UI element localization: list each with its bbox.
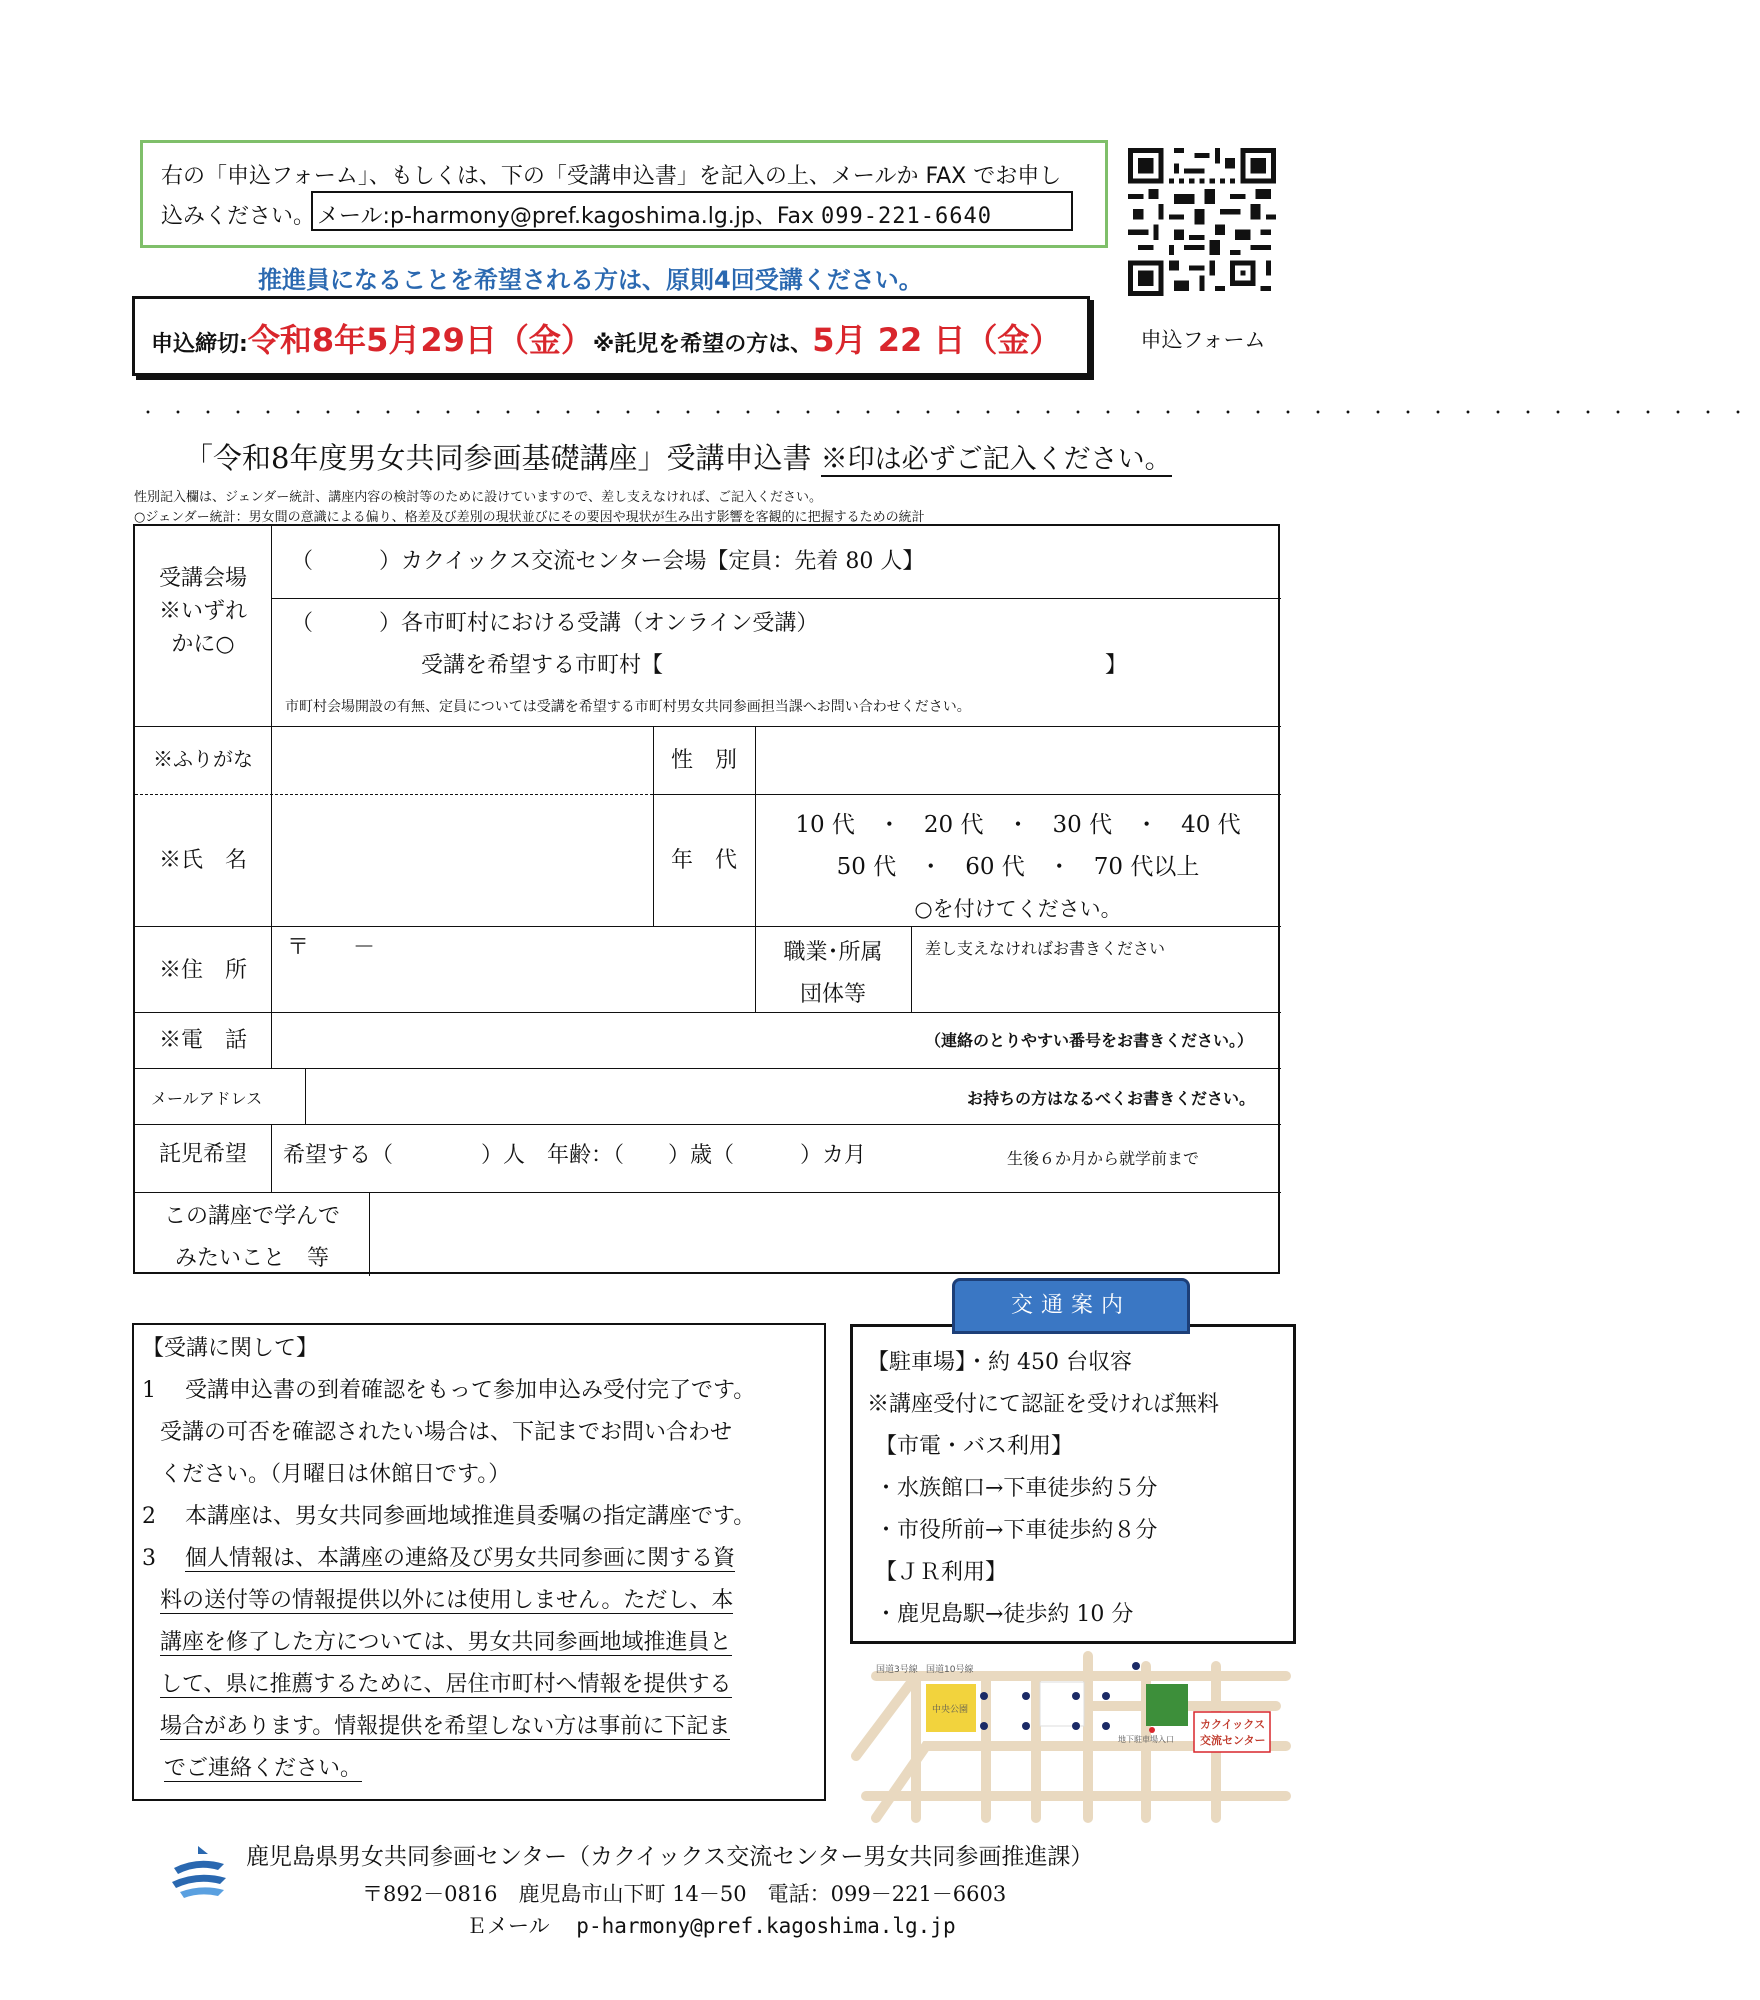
access-tram-title: 【市電・バス利用】 <box>875 1434 1074 1459</box>
job-label-2: 団体等 <box>799 982 866 1007</box>
furigana-field[interactable] <box>271 726 651 794</box>
job-note[interactable]: 差し支えなければお書きください <box>925 939 1166 958</box>
map-route-3: 国道3号線 <box>876 1665 918 1675</box>
access-map[interactable] <box>856 1646 1288 1818</box>
footer-email[interactable]: p-harmony@pref.kagoshima.lg.jp <box>576 1914 956 1938</box>
access-jr-1: ・鹿児島駅→徒歩約 10 分 <box>875 1602 1134 1627</box>
fax-number: 099-221-6640 <box>821 204 992 229</box>
course-item-1c: ください。（月曜日は休館日です。） <box>160 1462 511 1487</box>
course-item-3f: でご連絡ください。 <box>164 1756 363 1781</box>
access-tram-1: ・水族館口→下車徒歩約５分 <box>875 1476 1158 1501</box>
instruction-line-1: 右の「申込フォーム」、もしくは、下の「受講申込書」を記入の上、メールか FAX でお申し <box>161 164 1062 189</box>
childcare-field[interactable]: 希望する（ ）人 年齢：（ ）歳（ ）カ月 <box>283 1143 867 1168</box>
map-route-10: 国道10号線 <box>926 1665 974 1675</box>
deadline-label: 申込締切: <box>151 332 248 357</box>
childcare-label: 託児希望 <box>158 1142 247 1167</box>
access-parking: 【駐車場】・約 450 台収容 <box>867 1350 1132 1375</box>
course-item-3e: 場合があります。情報提供を希望しない方は事前に下記ま <box>160 1714 731 1739</box>
contact-box <box>311 191 1073 231</box>
childcare-deadline-date: 5月 22 日（金） <box>812 321 1062 359</box>
instruction-line-2: 込みください。 <box>161 204 316 229</box>
prefecture-logo-icon <box>168 1842 230 1898</box>
gender-label: 性 別 <box>670 748 737 773</box>
course-item-3d: して、県に推薦するために、居住市町村へ情報を提供する <box>160 1672 732 1697</box>
childcare-deadline-text: ※託児を希望の方は、 <box>592 332 813 357</box>
gender-field[interactable] <box>757 726 1279 794</box>
age-options-2[interactable]: 50 代 ・ 60 代 ・ 70 代以上 <box>836 854 1200 880</box>
age-options-1[interactable]: 10 代 ・ 20 代 ・ 30 代 ・ 40 代 <box>795 812 1241 838</box>
course-item-3: 個人情報は、本講座の連絡及び男女共同参画に関する資 <box>185 1546 736 1571</box>
email-note[interactable]: お持ちの方はなるべくお書きください。 <box>967 1089 1256 1108</box>
venue-city-close: 】 <box>1105 653 1128 678</box>
childcare-note: 生後６か月から就学前まで <box>1007 1149 1200 1168</box>
furigana-label: ※ふりがな <box>153 747 253 771</box>
fax-label: 、Fax <box>754 204 814 229</box>
learn-label-2: みたいこと 等 <box>174 1246 329 1271</box>
venue-label-2: ※いずれ <box>158 599 247 624</box>
footer-email-line <box>466 1910 956 1940</box>
access-jr-title: 【ＪＲ利用】 <box>875 1560 1008 1585</box>
map-center-label-2: 交流センター <box>1200 1734 1266 1747</box>
access-parking-note: ※講座受付にて認証を受ければ無料 <box>867 1392 1220 1417</box>
learn-label: この講座で学んで <box>163 1204 340 1229</box>
cut-line: ・・・・・・・・・・・・・・・・・・・・・・・・・・・・・・・・・・・・・・・・・・・・・・・・・・・・・・ <box>140 403 1760 422</box>
gender-stats-note: ○ジェンダー統計：男女間の意識による偏り、格差及び差別の現状並びにその要因や現状が生み出す影響を客観的に把握するための統計 <box>134 510 925 525</box>
name-label: ※氏 名 <box>158 848 247 873</box>
footer-email-label: Ｅメール <box>466 1914 550 1938</box>
venue-option-online[interactable]: （ ）各市町村における受講（オンライン受講） <box>291 611 819 636</box>
instruction-box <box>140 140 1108 248</box>
venue-option-kakuix[interactable]: （ ）カクイックス交流センター会場【定員：先着 80 人】 <box>291 549 925 574</box>
phone-label: ※電 話 <box>158 1028 247 1053</box>
course-item-3b: 料の送付等の情報提供以外には使用しません。ただし、本 <box>160 1588 734 1613</box>
course-info-box <box>132 1323 826 1801</box>
name-field[interactable] <box>271 796 651 924</box>
qr-label: 申込フォーム <box>1140 328 1266 352</box>
gender-note: 性別記入欄は、ジェンダー統計、講座内容の検討等のために設けていますので、差し支えなければ、ご記入ください。 <box>134 490 822 505</box>
map-center-label: カクイックス <box>1200 1718 1266 1731</box>
venue-label-3: かに○ <box>171 632 235 657</box>
venue-note: 市町村会場開設の有無、定員については受講を希望する市町村男女共同参画担当課へお問い合わせください。 <box>285 699 971 715</box>
qr-code-icon[interactable] <box>1128 148 1276 296</box>
mail-label: メール: <box>317 204 390 229</box>
footer-org: 鹿児島県男女共同参画センター（カクイックス交流センター男女共同参画推進課） <box>246 1844 1094 1870</box>
course-item-1b: 受講の可否を確認されたい場合は、下記までお問い合わせ <box>160 1420 733 1445</box>
footer-address: 〒892－0816 鹿児島市山下町 14－50 電話：099－221－6603 <box>362 1882 1007 1906</box>
access-tram-2: ・市役所前→下車徒歩約８分 <box>875 1518 1158 1543</box>
job-label: 職業･所属 <box>783 940 883 965</box>
course-item-3-num: 3 <box>142 1546 178 1571</box>
deadline-box <box>132 296 1090 376</box>
postal-mark[interactable]: 〒 － <box>287 935 376 960</box>
application-form <box>133 524 1280 1274</box>
form-title-main: 「令和8年度男女共同参画基礎講座」受講申込書 <box>184 441 812 475</box>
email-label: メールアドレス <box>151 1089 263 1108</box>
access-tab: 交通案内 <box>952 1278 1190 1334</box>
form-title <box>184 436 1172 477</box>
required-note: ※印は必ずご記入ください。 <box>820 444 1172 475</box>
access-box <box>850 1324 1296 1644</box>
age-label: 年 代 <box>670 848 737 873</box>
age-note: ○を付けてください。 <box>914 897 1122 921</box>
course-item-1: 1 受講申込書の到着確認をもって参加申込み受付完了です。 <box>142 1378 756 1403</box>
learn-field[interactable] <box>371 1194 1279 1274</box>
mail-address[interactable]: p-harmony@pref.kagoshima.lg.jp <box>389 204 755 229</box>
map-parking-entrance: 地下駐車場入口 <box>1118 1735 1174 1744</box>
course-item-2: 2 本講座は、男女共同参画地域推進員委嘱の指定講座です。 <box>142 1504 756 1529</box>
venue-label: 受講会場 <box>158 566 247 591</box>
map-park-label: 中央公園 <box>932 1705 969 1715</box>
address-label: ※住 所 <box>158 958 247 983</box>
deadline-date: 令和8年5月29日（金） <box>247 321 593 359</box>
venue-city-label: 受講を希望する市町村【 <box>421 653 664 678</box>
phone-note[interactable]: （連絡のとりやすい番号をお書きください。） <box>925 1031 1254 1050</box>
notice-text: 推進員になることを希望される方は、原則4回受講ください。 <box>258 266 923 294</box>
course-item-3c: 講座を修了した方については、男女共同参画地域推進員と <box>160 1630 732 1655</box>
course-info-title: 【受講に関して】 <box>142 1336 319 1361</box>
